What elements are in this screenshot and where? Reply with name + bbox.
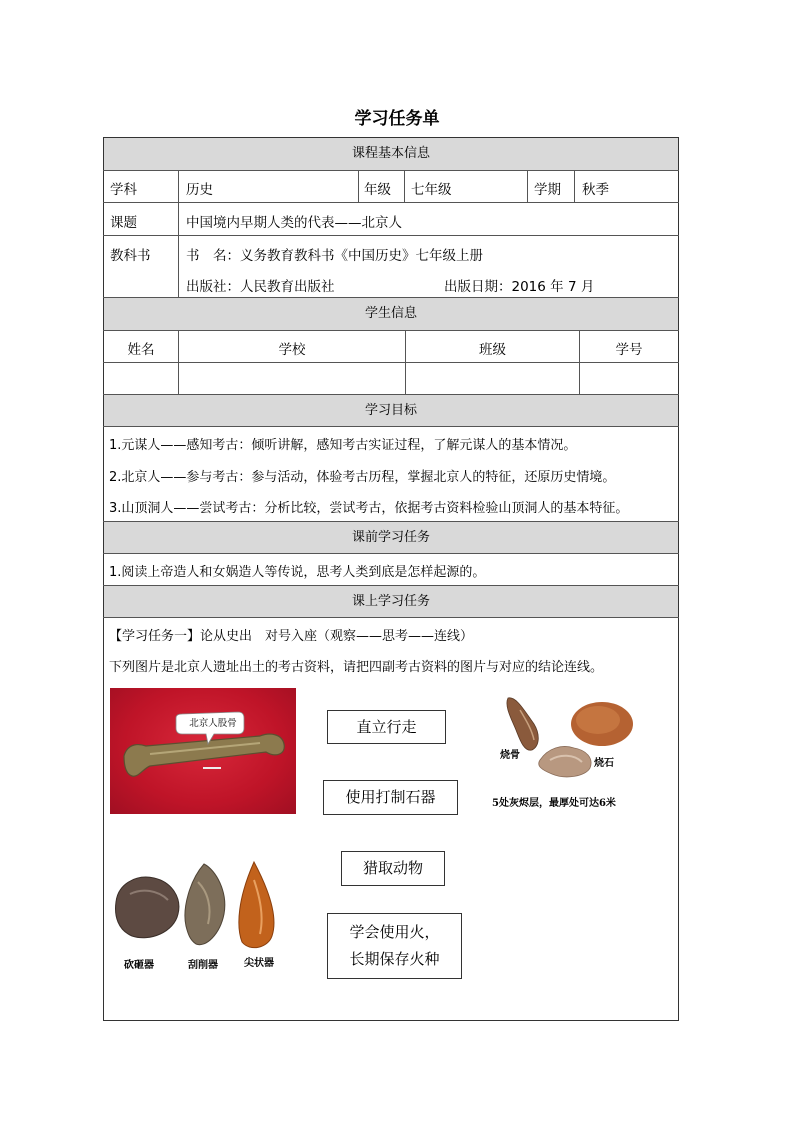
subject-label: 学科 xyxy=(110,182,137,198)
conclusion-label-line2: 长期保存火种 xyxy=(349,950,440,968)
section-course-info: 课程基本信息 xyxy=(104,138,678,170)
student-header-school: 学校 xyxy=(278,342,306,358)
femur-illustration xyxy=(110,688,296,814)
conclusion-label: 直立行走 xyxy=(356,717,417,736)
student-header-id: 学号 xyxy=(615,342,643,358)
conclusion-label-line1: 学会使用火， xyxy=(349,923,440,941)
student-header-name: 姓名 xyxy=(127,342,155,358)
student-id-field[interactable] xyxy=(580,363,678,394)
femur-photo xyxy=(110,688,296,814)
fire-evidence-photo xyxy=(490,690,650,816)
grade-label: 年级 xyxy=(364,182,391,198)
term-label: 学期 xyxy=(534,182,561,198)
conclusion-box-hunting[interactable] xyxy=(341,851,445,886)
topic-value: 中国境内早期人类的代表——北京人 xyxy=(186,215,402,231)
section-student-info: 学生信息 xyxy=(104,298,678,330)
conclusion-box-use-fire[interactable] xyxy=(327,913,462,979)
textbook-pub-date: 出版日期：2016 年 7 月 xyxy=(444,279,595,295)
section-in-class: 课上学习任务 xyxy=(104,586,678,617)
ash-layer-caption: 5处灰烬层，最厚处可达6米 xyxy=(492,798,616,809)
grade-value: 七年级 xyxy=(411,182,452,198)
section-pre-task: 课前学习任务 xyxy=(104,522,678,553)
textbook-publisher: 出版社：人民教育出版社 xyxy=(186,279,335,295)
pre-task-item: 1.阅读上帝造人和女娲造人等传说，思考人类到底是怎样起源的。 xyxy=(109,565,486,580)
page-title: 学习任务单 xyxy=(354,109,440,129)
goal-item: 2.北京人——参与考古：参与活动，体验考古历程，掌握北京人的特征，还原历史情境。 xyxy=(109,470,616,485)
task1-heading: 【学习任务一】论从史出 对号入座（观察——思考——连线） xyxy=(109,629,474,644)
subject-value: 历史 xyxy=(186,182,213,198)
student-class-field[interactable] xyxy=(406,363,579,394)
burnt-stone-caption: 烧石 xyxy=(594,758,614,769)
femur-bubble-label: 北京人股骨 xyxy=(189,718,237,729)
goal-item: 3.山顶洞人——尝试考古：分析比较，尝试考古，依据考古资料检验山顶洞人的基本特征。 xyxy=(109,501,629,516)
conclusion-box-walk-upright[interactable] xyxy=(327,710,446,744)
scraper-caption: 刮削器 xyxy=(188,960,218,971)
student-header-class: 班级 xyxy=(479,342,506,358)
textbook-label: 教科书 xyxy=(110,248,151,264)
chopper-caption: 砍砸器 xyxy=(124,960,154,971)
goal-item: 1.元谋人——感知考古：倾听讲解，感知考古实证过程，了解元谋人的基本情况。 xyxy=(109,438,577,453)
task1-instruction: 下列图片是北京人遗址出土的考古资料，请把四副考古资料的图片与对应的结论连线。 xyxy=(109,660,604,675)
student-school-field[interactable] xyxy=(179,363,405,394)
topic-label: 课题 xyxy=(110,215,137,231)
conclusion-label: 猎取动物 xyxy=(362,859,423,877)
section-goals: 学习目标 xyxy=(104,395,678,426)
textbook-name: 书 名：义务教育教科书《中国历史》七年级上册 xyxy=(186,248,483,264)
burnt-bone-caption: 烧骨 xyxy=(500,750,520,761)
point-caption: 尖状器 xyxy=(244,958,274,969)
conclusion-box-stone-tools[interactable] xyxy=(323,780,458,815)
student-name-field[interactable] xyxy=(104,363,178,394)
conclusion-label: 使用打制石器 xyxy=(345,788,436,806)
term-value: 秋季 xyxy=(582,182,609,198)
stone-tools-photo xyxy=(108,852,288,974)
